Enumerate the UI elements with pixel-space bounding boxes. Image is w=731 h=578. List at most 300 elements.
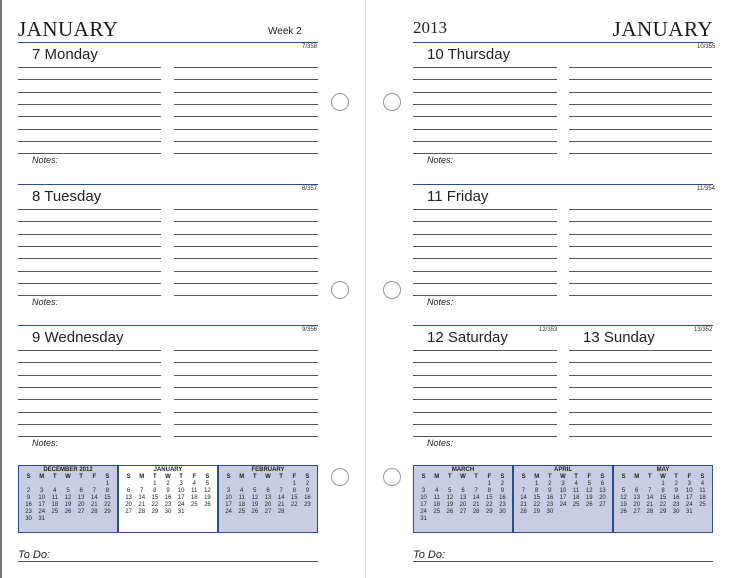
week-label: Week 2 <box>268 26 302 37</box>
blank-cell <box>617 481 630 487</box>
date-cell: 2 <box>166 481 170 487</box>
write-line[interactable] <box>174 283 318 284</box>
mini-month-title: DECEMBER 2012 <box>43 467 93 473</box>
binder-ring-hole <box>383 281 401 299</box>
write-line[interactable] <box>413 283 557 284</box>
write-line[interactable] <box>569 295 712 296</box>
write-line[interactable] <box>413 350 557 351</box>
date-cell: 29 <box>659 509 667 515</box>
date-cell: 11 <box>191 488 198 494</box>
write-line[interactable] <box>569 234 712 235</box>
date-cell: 18 <box>51 502 59 508</box>
date-cell: 16 <box>546 495 554 501</box>
write-line[interactable] <box>174 246 318 247</box>
date-cell: 26 <box>585 502 593 508</box>
date-cell: 15 <box>485 495 493 501</box>
write-line[interactable] <box>174 234 318 235</box>
write-line[interactable] <box>569 258 712 259</box>
write-line[interactable] <box>18 387 161 388</box>
date-cell: 2 <box>26 488 31 494</box>
weekday-header: S <box>305 474 310 480</box>
weekday-header: S <box>600 474 605 480</box>
write-line[interactable] <box>18 79 161 80</box>
write-line[interactable] <box>413 221 557 222</box>
blank-cell <box>261 481 274 487</box>
date-cell: 10 <box>38 495 46 501</box>
weekday-header: T <box>153 474 157 480</box>
date-cell: 17 <box>225 502 232 508</box>
date-cell: 16 <box>499 495 506 501</box>
weekday-header: F <box>687 474 692 480</box>
weekday-header: F <box>192 474 197 480</box>
date-cell: 25 <box>572 502 580 508</box>
blank-cell <box>630 481 643 487</box>
blank-cell <box>35 481 48 487</box>
date-cell: 25 <box>190 502 198 508</box>
write-line[interactable] <box>569 92 712 93</box>
weekday-header: T <box>548 474 552 480</box>
date-cell: 27 <box>599 502 606 508</box>
weekday-header: W <box>560 474 566 480</box>
write-line[interactable] <box>413 246 557 247</box>
weekday-header: F <box>292 474 297 480</box>
write-line[interactable] <box>413 209 557 210</box>
day-name: 8 Tuesday <box>32 188 102 205</box>
write-line[interactable] <box>413 258 557 259</box>
notes-label: Notes: <box>32 155 59 165</box>
notes-label: Notes: <box>32 438 59 448</box>
day-name: 13 Sunday <box>583 329 655 346</box>
write-line[interactable] <box>174 92 318 93</box>
date-cell: 5 <box>587 481 591 487</box>
write-line[interactable] <box>18 246 161 247</box>
mini-calendars <box>18 465 318 533</box>
write-line[interactable] <box>18 92 161 93</box>
write-line[interactable] <box>569 246 712 247</box>
date-cell: 13 <box>633 495 641 501</box>
write-line[interactable] <box>174 209 318 210</box>
date-cell: 17 <box>177 495 185 501</box>
todo-line[interactable] <box>413 561 713 562</box>
write-line[interactable] <box>569 436 712 437</box>
date-cell: 16 <box>672 495 680 501</box>
write-line[interactable] <box>18 67 161 68</box>
date-cell: 25 <box>238 509 246 515</box>
date-cell: 22 <box>533 502 541 508</box>
write-line[interactable] <box>569 283 712 284</box>
write-line[interactable] <box>174 79 318 80</box>
write-line[interactable] <box>569 424 712 425</box>
weekday-header: S <box>421 474 426 480</box>
write-line[interactable] <box>174 436 318 437</box>
weekday-header: S <box>205 474 210 480</box>
write-line[interactable] <box>569 375 712 376</box>
date-cell: 27 <box>264 509 272 515</box>
date-cell: 9 <box>674 488 678 494</box>
write-line[interactable] <box>174 67 318 68</box>
day-header-rule <box>18 42 318 43</box>
write-line[interactable] <box>413 141 557 142</box>
mini-month-title: JANUARY <box>153 467 183 473</box>
write-line[interactable] <box>413 295 557 296</box>
write-line[interactable] <box>174 295 318 296</box>
weekday-header: S <box>105 474 110 480</box>
date-cell: 28 <box>277 509 285 515</box>
date-cell: 30 <box>546 509 554 515</box>
date-cell: 19 <box>620 502 627 508</box>
date-cell: 11 <box>51 495 58 501</box>
date-cell: 4 <box>700 481 705 487</box>
write-line[interactable] <box>569 271 712 272</box>
mini-month <box>119 466 219 532</box>
write-line[interactable] <box>569 141 712 142</box>
write-line[interactable] <box>18 399 161 400</box>
date-cell: 27 <box>633 509 641 515</box>
date-cell: 1 <box>292 481 296 487</box>
date-cell: 3 <box>421 488 426 494</box>
write-line[interactable] <box>174 375 318 376</box>
date-cell: 6 <box>266 488 270 494</box>
date-cell: 4 <box>574 481 578 487</box>
write-line[interactable] <box>18 350 161 351</box>
date-cell: 3 <box>687 481 691 487</box>
write-line[interactable] <box>569 412 712 413</box>
write-line[interactable] <box>413 153 557 154</box>
date-cell: 24 <box>420 509 427 515</box>
weekday-header: M <box>434 474 440 480</box>
write-line[interactable] <box>569 387 712 388</box>
date-cell: 26 <box>64 509 72 515</box>
mini-month <box>614 466 712 532</box>
todo-label: To Do: <box>18 549 51 561</box>
mini-month-title: MARCH <box>451 467 475 473</box>
write-line[interactable] <box>413 424 557 425</box>
date-cell: 26 <box>204 502 211 508</box>
date-cell: 6 <box>461 488 465 494</box>
weekday-header: T <box>648 474 652 480</box>
write-line[interactable] <box>18 104 161 105</box>
date-cell: 9 <box>26 495 31 501</box>
binder-ring-hole <box>331 281 349 299</box>
date-cell: 20 <box>633 502 641 508</box>
date-cell: 28 <box>472 509 480 515</box>
write-line[interactable] <box>18 116 161 117</box>
write-line[interactable] <box>174 141 318 142</box>
write-line[interactable] <box>18 375 161 376</box>
date-cell: 9 <box>166 488 170 494</box>
notes-label: Notes: <box>427 297 454 307</box>
date-cell: 13 <box>77 495 85 501</box>
page-gutter <box>365 0 366 578</box>
write-line[interactable] <box>174 129 318 130</box>
date-cell: 6 <box>126 488 131 494</box>
day-name: 7 Monday <box>32 46 98 63</box>
date-cell: 8 <box>661 488 665 494</box>
date-cell: 12 <box>64 495 72 501</box>
todo-line[interactable] <box>18 561 318 562</box>
blank-cell <box>61 481 74 487</box>
date-cell: 15 <box>151 495 159 501</box>
weekday-header: F <box>587 474 592 480</box>
write-line[interactable] <box>569 350 712 351</box>
date-cell: 23 <box>499 502 506 508</box>
write-line[interactable] <box>569 209 712 210</box>
weekday-header: M <box>534 474 540 480</box>
day-header-rule <box>413 325 713 326</box>
date-cell: 21 <box>90 502 98 508</box>
write-line[interactable] <box>569 399 712 400</box>
write-line[interactable] <box>18 362 161 363</box>
date-cell: 14 <box>472 495 480 501</box>
weekday-header: T <box>79 474 83 480</box>
weekday-header: T <box>179 474 183 480</box>
write-line[interactable] <box>18 141 161 142</box>
write-line[interactable] <box>18 209 161 210</box>
left-month-title: JANUARY <box>18 17 119 41</box>
weekday-header: S <box>126 474 131 480</box>
weekday-header: W <box>165 474 171 480</box>
date-cell: 22 <box>104 502 111 508</box>
date-cell: 23 <box>25 509 32 515</box>
date-cell: 23 <box>672 502 680 508</box>
write-line[interactable] <box>413 116 557 117</box>
date-cell: 28 <box>90 509 98 515</box>
date-cell: 4 <box>435 488 439 494</box>
write-line[interactable] <box>413 387 557 388</box>
weekday-header: W <box>660 474 666 480</box>
date-cell: 2 <box>500 481 505 487</box>
write-line[interactable] <box>174 116 318 117</box>
date-cell: 21 <box>472 502 480 508</box>
date-cell: 25 <box>51 509 59 515</box>
date-cell: 4 <box>240 488 244 494</box>
write-line[interactable] <box>569 104 712 105</box>
mini-month <box>514 466 614 532</box>
date-cell: 29 <box>151 509 159 515</box>
day-name: 10 Thursday <box>427 46 511 63</box>
date-cell: 24 <box>559 502 567 508</box>
write-line[interactable] <box>174 399 318 400</box>
weekday-header: W <box>265 474 271 480</box>
date-cell: 19 <box>585 495 593 501</box>
date-cell: 6 <box>79 488 83 494</box>
write-line[interactable] <box>413 79 557 80</box>
write-line[interactable] <box>413 362 557 363</box>
write-line[interactable] <box>413 234 557 235</box>
date-cell: 10 <box>685 488 693 494</box>
date-cell: 7 <box>140 488 144 494</box>
weekday-header: T <box>53 474 57 480</box>
weekday-header: W <box>65 474 71 480</box>
date-cell: 13 <box>459 495 467 501</box>
write-line[interactable] <box>569 116 712 117</box>
blank-cell <box>248 481 261 487</box>
blank-cell <box>443 481 456 487</box>
date-cell: 29 <box>104 509 111 515</box>
write-line[interactable] <box>18 295 161 296</box>
date-cell: 26 <box>446 509 454 515</box>
write-line[interactable] <box>569 221 712 222</box>
date-cell: 10 <box>225 495 232 501</box>
date-cell: 21 <box>277 502 285 508</box>
binder-ring-hole <box>383 93 401 111</box>
date-cell: 11 <box>433 495 440 501</box>
weekday-header: M <box>239 474 245 480</box>
date-cell: 17 <box>559 495 567 501</box>
write-line[interactable] <box>18 271 161 272</box>
write-line[interactable] <box>413 399 557 400</box>
day-number: 8/357 <box>302 186 318 192</box>
day-header-rule <box>18 325 318 326</box>
weekday-header: T <box>253 474 257 480</box>
date-cell: 13 <box>264 495 272 501</box>
date-cell: 24 <box>38 509 46 515</box>
date-cell: 21 <box>138 502 146 508</box>
notes-label: Notes: <box>427 155 454 165</box>
write-line[interactable] <box>413 104 557 105</box>
write-line[interactable] <box>569 129 712 130</box>
write-line[interactable] <box>174 221 318 222</box>
blank-cell <box>470 481 483 487</box>
date-cell: 7 <box>92 488 96 494</box>
write-line[interactable] <box>413 436 557 437</box>
date-cell: 12 <box>620 495 627 501</box>
write-line[interactable] <box>18 129 161 130</box>
mini-month-grid <box>22 474 114 522</box>
date-cell: 27 <box>125 509 132 515</box>
date-cell: 21 <box>646 502 654 508</box>
blank-cell <box>517 481 530 487</box>
date-cell: 1 <box>153 481 157 487</box>
date-cell: 31 <box>38 516 46 522</box>
date-cell: 29 <box>485 509 493 515</box>
write-line[interactable] <box>569 362 712 363</box>
write-line[interactable] <box>18 424 161 425</box>
write-line[interactable] <box>174 424 318 425</box>
page-edge <box>0 0 2 578</box>
write-line[interactable] <box>413 92 557 93</box>
write-line[interactable] <box>569 153 712 154</box>
date-cell: 6 <box>635 488 639 494</box>
day-number: 11/354 <box>697 186 715 192</box>
weekday-header: T <box>474 474 478 480</box>
weekday-header: S <box>226 474 231 480</box>
date-cell: 6 <box>600 481 605 487</box>
date-cell: 9 <box>548 488 552 494</box>
blank-cell <box>456 481 469 487</box>
write-line[interactable] <box>174 271 318 272</box>
date-cell: 5 <box>448 488 452 494</box>
write-line[interactable] <box>18 436 161 437</box>
weekday-header: M <box>39 474 45 480</box>
date-cell: 31 <box>177 509 185 515</box>
date-cell: 25 <box>699 502 706 508</box>
date-cell: 12 <box>446 495 454 501</box>
date-cell: 25 <box>433 509 441 515</box>
date-cell: 5 <box>621 488 626 494</box>
mini-month <box>19 466 119 532</box>
date-cell: 8 <box>153 488 157 494</box>
write-line[interactable] <box>174 412 318 413</box>
write-line[interactable] <box>413 67 557 68</box>
date-cell: 17 <box>38 502 46 508</box>
date-cell: 28 <box>138 509 146 515</box>
date-cell: 22 <box>151 502 159 508</box>
date-cell: 20 <box>459 502 467 508</box>
date-cell: 28 <box>520 509 527 515</box>
date-cell: 11 <box>238 495 245 501</box>
right-month-title: JANUARY <box>612 17 713 41</box>
date-cell: 12 <box>204 488 211 494</box>
write-line[interactable] <box>413 375 557 376</box>
date-cell: 18 <box>190 495 198 501</box>
write-line[interactable] <box>18 221 161 222</box>
weekday-header: M <box>139 474 145 480</box>
date-cell: 24 <box>225 509 232 515</box>
date-cell: 17 <box>685 495 693 501</box>
write-line[interactable] <box>174 258 318 259</box>
date-cell: 9 <box>305 488 310 494</box>
write-line[interactable] <box>413 271 557 272</box>
weekday-header: F <box>487 474 492 480</box>
write-line[interactable] <box>569 79 712 80</box>
day-number: 10/355 <box>697 44 716 50</box>
date-cell: 28 <box>646 509 654 515</box>
date-cell: 11 <box>699 488 706 494</box>
date-cell: 27 <box>77 509 85 515</box>
weekday-header: S <box>26 474 31 480</box>
weekday-header: T <box>574 474 578 480</box>
write-line[interactable] <box>18 283 161 284</box>
notes-label: Notes: <box>32 297 59 307</box>
write-line[interactable] <box>413 412 557 413</box>
date-cell: 8 <box>105 488 110 494</box>
write-line[interactable] <box>174 387 318 388</box>
date-cell: 27 <box>459 509 467 515</box>
date-cell: 26 <box>251 509 259 515</box>
write-line[interactable] <box>18 234 161 235</box>
binder-ring-hole <box>383 468 401 486</box>
date-cell: 17 <box>420 502 427 508</box>
blank-cell <box>430 481 443 487</box>
date-cell: 31 <box>685 509 693 515</box>
date-cell: 12 <box>251 495 259 501</box>
date-cell: 8 <box>535 488 539 494</box>
write-line[interactable] <box>569 67 712 68</box>
mini-month-title: MAY <box>656 467 670 473</box>
write-line[interactable] <box>174 350 318 351</box>
date-cell: 24 <box>685 502 693 508</box>
write-line[interactable] <box>413 129 557 130</box>
date-cell: 16 <box>304 495 311 501</box>
mini-calendars <box>413 465 713 533</box>
date-cell: 10 <box>559 488 567 494</box>
write-line[interactable] <box>18 412 161 413</box>
write-line[interactable] <box>174 104 318 105</box>
write-line[interactable] <box>174 362 318 363</box>
blank-cell <box>75 481 88 487</box>
date-cell: 3 <box>226 488 231 494</box>
write-line[interactable] <box>18 153 161 154</box>
day-name: 11 Friday <box>427 188 489 205</box>
blank-cell <box>22 481 35 487</box>
day-name: 12 Saturday <box>427 329 508 346</box>
date-cell: 19 <box>446 502 454 508</box>
mini-month-title: APRIL <box>554 467 572 473</box>
write-line[interactable] <box>174 153 318 154</box>
write-line[interactable] <box>18 258 161 259</box>
day-number: 7/358 <box>302 44 318 50</box>
